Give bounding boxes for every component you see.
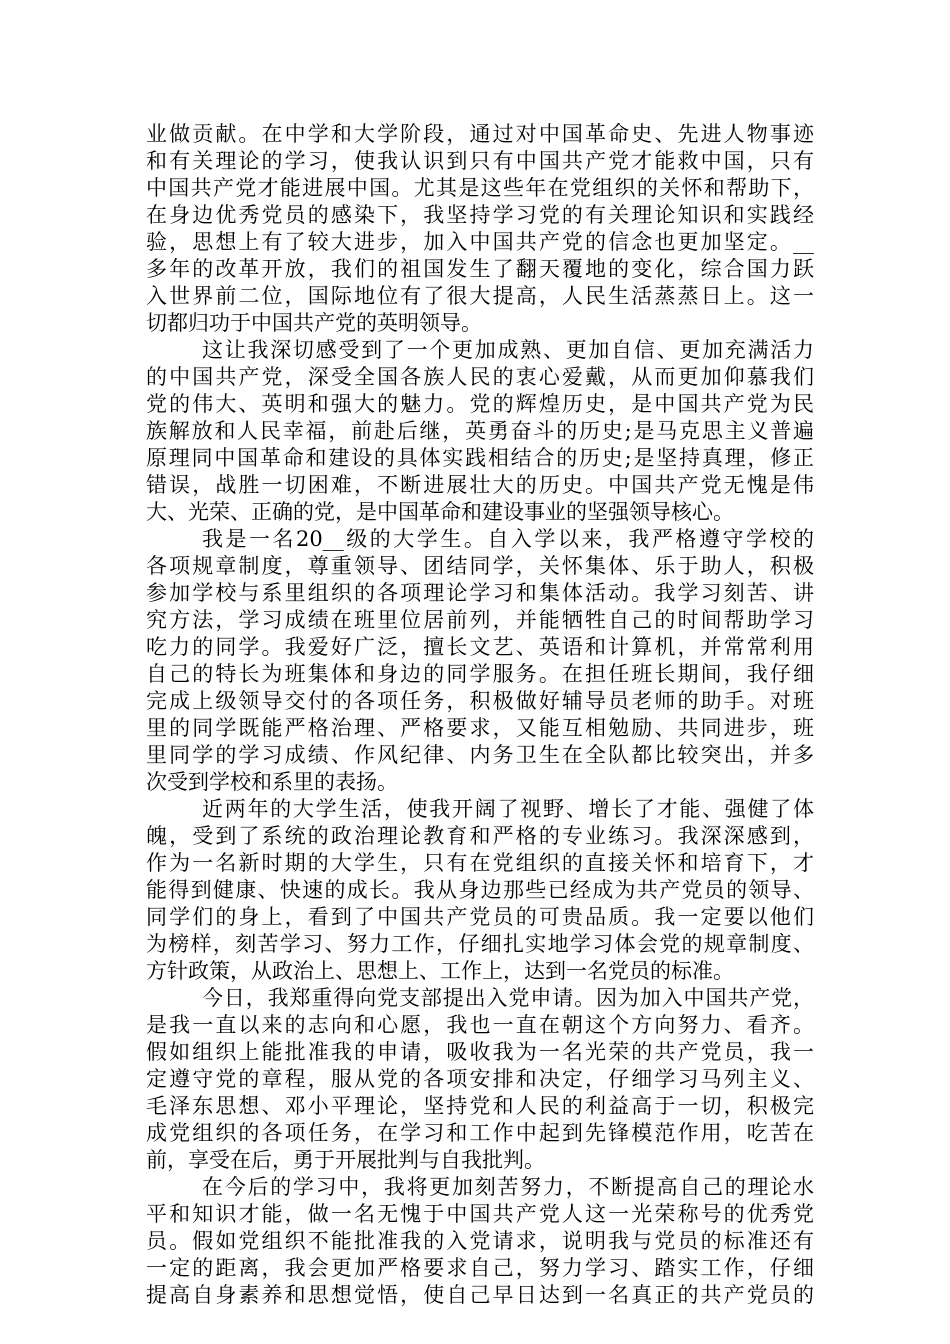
text-line: 业做贡献。在中学和大学阶段，通过对中国革命史、先进人物事迹 (146, 122, 814, 146)
text-line: 参加学校与系里组织的各项理论学习和集体活动。我学习刻苦、讲 (146, 581, 814, 605)
paragraph-3 (146, 526, 814, 796)
text-line: 次受到学校和系里的表扬。 (146, 770, 398, 794)
paragraph-2 (146, 337, 814, 526)
text-line: 多年的改革开放，我们的祖国发生了翻天覆地的变化，综合国力跃 (146, 257, 814, 281)
text-line: 党的伟大、英明和强大的魅力。党的辉煌历史，是中国共产党为民 (146, 392, 814, 416)
paragraph-4 (146, 796, 814, 985)
text-line: 错误，战胜一切困难，不断进展壮大的历史。中国共产党无愧是伟 (146, 473, 814, 497)
text-line: 假如组织上能批准我的申请，吸收我为一名光荣的共产党员，我一 (146, 1040, 814, 1064)
text-line: 魄，受到了系统的政治理论教育和严格的专业练习。我深深感到， (146, 824, 814, 848)
document-page (146, 121, 814, 1309)
text-line: 前，享受在后，勇于开展批判与自我批判。 (146, 1148, 545, 1172)
text-line: 的中国共产党，深受全国各族人民的衷心爱戴，从而更加仰慕我们 (146, 365, 814, 389)
text-line: 这让我深切感受到了一个更加成熟、更加自信、更加充满活力 (202, 338, 814, 362)
text-line: 原理同中国革命和建设的具体实践相结合的历史;是坚持真理，修正 (146, 446, 814, 470)
text-line: 吃力的同学。我爱好广泛，擅长文艺、英语和计算机，并常常利用 (146, 635, 814, 659)
paragraph-5 (146, 985, 814, 1174)
text-line: 方针政策，从政治上、思想上、工作上，达到一名党员的标准。 (146, 959, 734, 983)
text-line: 我是一名20__级的大学生。自入学以来，我严格遵守学校的 (202, 527, 814, 551)
text-line: 作为一名新时期的大学生，只有在党组织的直接关怀和培育下，才 (146, 851, 814, 875)
text-line: 在今后的学习中，我将更加刻苦努力，不断提高自己的理论水 (202, 1175, 814, 1199)
text-line: 里同学的学习成绩、作风纪律、内务卫生在全队都比较突出，并多 (146, 743, 814, 767)
text-line: 提高自身素养和思想觉悟，使自己早日达到一名真正的共产党员的 (146, 1283, 814, 1307)
text-line: 平和知识才能，做一名无愧于中国共产党人这一光荣称号的优秀党 (146, 1202, 814, 1226)
text-line: 大、光荣、正确的党，是中国革命和建设事业的坚强领导核心。 (146, 500, 734, 524)
text-line: 一定的距离，我会更加严格要求自己，努力学习、踏实工作，仔细 (146, 1256, 814, 1280)
text-line: 完成上级领导交付的各项任务，积极做好辅导员老师的助手。对班 (146, 689, 814, 713)
paragraph-6 (146, 1174, 814, 1309)
text-line: 究方法，学习成绩在班里位居前列，并能牺牲自己的时间帮助学习 (146, 608, 814, 632)
text-line: 员。假如党组织不能批准我的入党请求，说明我与党员的标准还有 (146, 1229, 814, 1253)
text-line: 中国共产党才能进展中国。尤其是这些年在党组织的关怀和帮助下， (146, 176, 814, 200)
text-line: 各项规章制度，尊重领导、团结同学，关怀集体、乐于助人，积极 (146, 554, 814, 578)
text-line: 族解放和人民幸福，前赴后继，英勇奋斗的历史;是马克思主义普遍 (146, 419, 814, 443)
text-line: 里的同学既能严格治理、严格要求，又能互相勉励、共同进步，班 (146, 716, 814, 740)
text-line: 近两年的大学生活，使我开阔了视野、增长了才能、强健了体 (202, 797, 814, 821)
text-line: 定遵守党的章程，服从党的各项安排和决定，仔细学习马列主义、 (146, 1067, 814, 1091)
text-line: 在身边优秀党员的感染下，我坚持学习党的有关理论知识和实践经 (146, 203, 814, 227)
text-line: 切都归功于中国共产党的英明领导。 (146, 311, 482, 335)
text-line: 是我一直以来的志向和心愿，我也一直在朝这个方向努力、看齐。 (146, 1013, 814, 1037)
text-line: 今日，我郑重得向党支部提出入党申请。因为加入中国共产党， (202, 986, 814, 1010)
text-line: 为榜样，刻苦学习、努力工作，仔细扎实地学习体会党的规章制度、 (146, 932, 814, 956)
text-line: 成党组织的各项任务，在学习和工作中起到先锋模范作用，吃苦在 (146, 1121, 814, 1145)
text-line: 入世界前二位，国际地位有了很大提高，人民生活蒸蒸日上。这一 (146, 284, 814, 308)
text-line: 验，思想上有了较大进步，加入中国共产党的信念也更加坚定。__ (146, 230, 814, 254)
text-line: 和有关理论的学习，使我认识到只有中国共产党才能救中国，只有 (146, 149, 814, 173)
paragraph-1 (146, 121, 814, 337)
text-line: 毛泽东思想、邓小平理论，坚持党和人民的利益高于一切，积极完 (146, 1094, 814, 1118)
text-line: 自己的特长为班集体和身边的同学服务。在担任班长期间，我仔细 (146, 662, 814, 686)
text-line: 同学们的身上，看到了中国共产党员的可贵品质。我一定要以他们 (146, 905, 814, 929)
text-line: 能得到健康、快速的成长。我从身边那些已经成为共产党员的领导、 (146, 878, 814, 902)
